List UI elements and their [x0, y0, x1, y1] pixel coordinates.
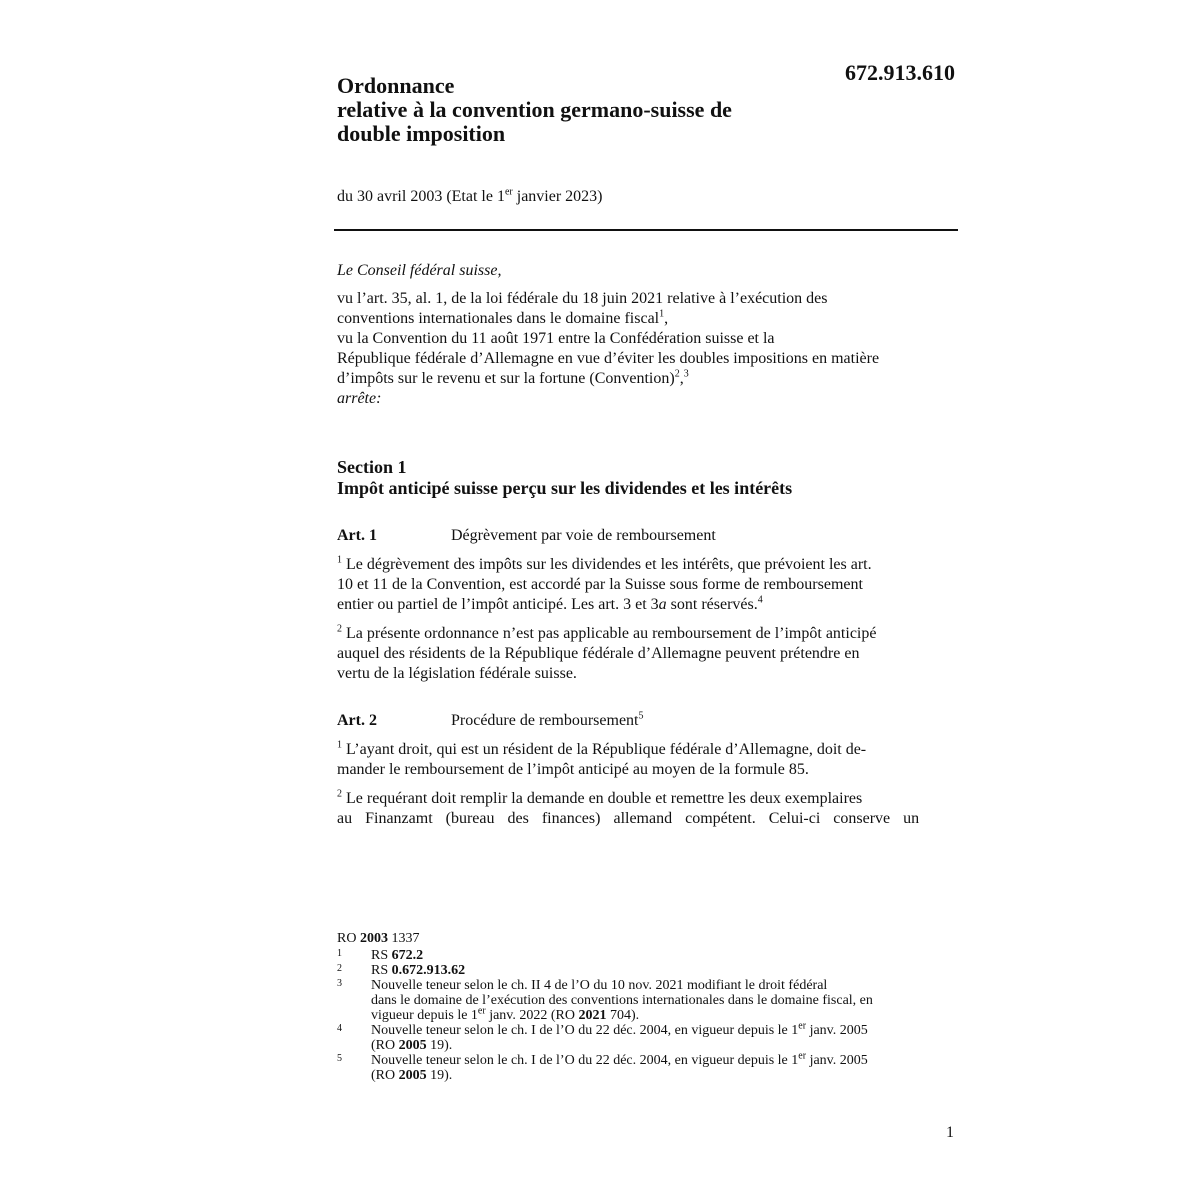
footnote-part: Nouvelle teneur selon le ch. I de l’O du 22 déc. 2004, en vigueur depuis le 1	[371, 1053, 799, 1068]
footnote-bold: 0.672.913.62	[391, 963, 466, 978]
preamble	[337, 261, 957, 409]
paragraph-line: au Finanzamt (bureau des finances) allemand compétent. Celui-ci conserve un	[337, 810, 920, 827]
preamble-punct: ,	[679, 370, 684, 387]
footnote-line	[371, 1038, 957, 1053]
paragraph-number: 2	[337, 623, 342, 635]
article-number: Art. 1	[337, 527, 377, 544]
footnote-part: 704).	[606, 1008, 640, 1023]
document-title	[337, 74, 807, 146]
paragraph-text: Le dégrèvement des impôts sur les dividendes et les intérêts, que prévoient les art.	[346, 556, 872, 573]
footnote	[337, 1020, 957, 1053]
footnote-sup: er	[798, 1020, 807, 1032]
footnote-bold: 2005	[398, 1068, 427, 1083]
paragraph-line	[337, 740, 955, 760]
footnote-number: 5	[337, 1053, 342, 1064]
footnote-sup: er	[798, 1050, 807, 1062]
article-number: Art. 2	[337, 712, 377, 729]
footnote	[337, 978, 957, 1023]
paragraph-line	[337, 595, 955, 615]
footnote	[337, 948, 957, 963]
footnote-bold: 2005	[398, 1038, 427, 1053]
footnote-line: Nouvelle teneur selon le ch. II 4 de l’O du 10 nov. 2021 modifiant le droit fédéral	[371, 978, 828, 993]
paragraph-number: 1	[337, 739, 342, 751]
preamble-decree: arrête:	[337, 390, 382, 407]
date-suffix: janvier 2023)	[512, 188, 603, 205]
section-heading	[337, 457, 957, 499]
footnote-line: dans le domaine de l’exécution des conventions internationales dans le domaine fiscal, en	[371, 993, 873, 1008]
section-number: Section 1	[337, 457, 407, 477]
footnote-text	[371, 948, 957, 963]
article-title: Procédure de remboursement	[451, 712, 639, 729]
footnote-bold: 2021	[578, 1008, 607, 1023]
footnote-sup: er	[477, 1005, 486, 1017]
footnote-text	[371, 978, 957, 1023]
footnote-prefix: RS	[371, 963, 392, 978]
preamble-line: vu l’art. 35, al. 1, de la loi fédérale du 18 juin 2021 relative à l’exécution des	[337, 290, 828, 307]
preamble-authority: Le Conseil fédéral suisse,	[337, 262, 502, 279]
footnote-ref[interactable]: 4	[757, 594, 763, 606]
article-heading	[337, 712, 643, 730]
preamble-punct: ,	[664, 310, 669, 327]
rs-number: 672.913.610	[845, 60, 955, 85]
ro-reference	[337, 931, 957, 946]
section-title: Impôt anticipé suisse perçu sur les dividendes et les intérêts	[337, 478, 793, 498]
preamble-line	[337, 369, 957, 389]
paragraph-text: La présente ordonnance n’est pas applicable au remboursement de l’impôt anticipé	[346, 625, 877, 642]
footnote	[337, 1050, 957, 1083]
article-paragraph	[337, 740, 955, 780]
footnote-part: janv. 2022 (RO	[485, 1008, 579, 1023]
footnote-part: (RO	[371, 1068, 399, 1083]
date-superscript: er	[504, 186, 513, 198]
paragraph-line	[337, 555, 955, 575]
footnotes	[337, 931, 957, 1083]
paragraph-line	[337, 789, 955, 809]
footnote-text	[371, 1020, 957, 1053]
title-line: double imposition	[337, 121, 506, 146]
footnote-line	[371, 1050, 957, 1068]
footnote-part: janv. 2005	[806, 1053, 868, 1068]
footnote-part: vigueur depuis le 1	[371, 1008, 478, 1023]
footnote-prefix: RS	[371, 948, 392, 963]
footnote-ref[interactable]: 3	[683, 368, 689, 380]
paragraph-line: mander le remboursement de l’impôt anticipé au moyen de la formule 85.	[337, 761, 809, 778]
footnote-part: 19).	[426, 1038, 453, 1053]
paragraph-line: auquel des résidents de la République fédérale d’Allemagne peuvent prétendre en	[337, 645, 860, 662]
footnote-part: Nouvelle teneur selon le ch. I de l’O du 22 déc. 2004, en vigueur depuis le 1	[371, 1023, 799, 1038]
footnote-number: 3	[337, 978, 342, 989]
footnote-part: (RO	[371, 1038, 399, 1053]
footnote-line	[371, 1068, 957, 1083]
paragraph-text: entier ou partiel de l’impôt anticipé. Les art. 3 et 3	[337, 596, 659, 613]
paragraph-line	[337, 624, 955, 644]
page-number: 1	[946, 1124, 954, 1141]
paragraph-text: sont réservés.	[666, 596, 758, 613]
footnote-number: 2	[337, 963, 342, 974]
footnote-bold: 672.2	[391, 948, 424, 963]
document-date	[337, 188, 603, 206]
preamble-text: conventions internationales dans le domaine fiscal	[337, 310, 660, 327]
paragraph-number: 1	[337, 554, 342, 566]
footnote-text	[371, 1050, 957, 1083]
paragraph-line: vertu de la législation fédérale suisse.	[337, 665, 577, 682]
paragraph-text: Le requérant doit remplir la demande en double et remettre les deux exemplaires	[346, 790, 863, 807]
paragraph-italic: a	[658, 596, 667, 613]
footnote-ref[interactable]: 2	[674, 368, 680, 380]
footnote	[337, 963, 957, 978]
article-paragraph	[337, 789, 955, 829]
footnote-line	[371, 1005, 957, 1023]
footnote-text	[371, 963, 957, 978]
ro-year: 2003	[359, 931, 388, 946]
footnote-ref[interactable]: 1	[659, 308, 665, 320]
date-prefix: du 30 avril 2003 (Etat le 1	[337, 188, 505, 205]
article-paragraph	[337, 624, 955, 684]
paragraph-line: 10 et 11 de la Convention, est accordé par la Suisse sous forme de remboursement	[337, 576, 863, 593]
preamble-text: d’impôts sur le revenu et sur la fortune (Convention)	[337, 370, 675, 387]
article-title: Dégrèvement par voie de remboursement	[451, 527, 716, 544]
ro-page: 1337	[387, 931, 420, 946]
preamble-line	[337, 309, 957, 329]
footnote-number: 1	[337, 948, 342, 959]
preamble-line: République fédérale d’Allemagne en vue d’éviter les doubles impositions en matière	[337, 350, 880, 367]
article-paragraph	[337, 555, 955, 615]
article-heading	[337, 527, 716, 545]
footnote-part: 19).	[426, 1068, 453, 1083]
title-line: relative à la convention germano-suisse de	[337, 97, 732, 122]
paragraph-number: 2	[337, 788, 342, 800]
preamble-line: vu la Convention du 11 août 1971 entre la Confédération suisse et la	[337, 330, 775, 347]
footnote-line	[371, 1020, 957, 1038]
header-rule	[334, 229, 958, 231]
paragraph-text: L’ayant droit, qui est un résident de la République fédérale d’Allemagne, doit de-	[346, 741, 867, 758]
footnote-ref[interactable]: 5	[638, 710, 644, 722]
title-line: Ordonnance	[337, 73, 455, 98]
footnote-number: 4	[337, 1023, 342, 1034]
footnote-part: janv. 2005	[806, 1023, 868, 1038]
ro-prefix: RO	[337, 931, 360, 946]
